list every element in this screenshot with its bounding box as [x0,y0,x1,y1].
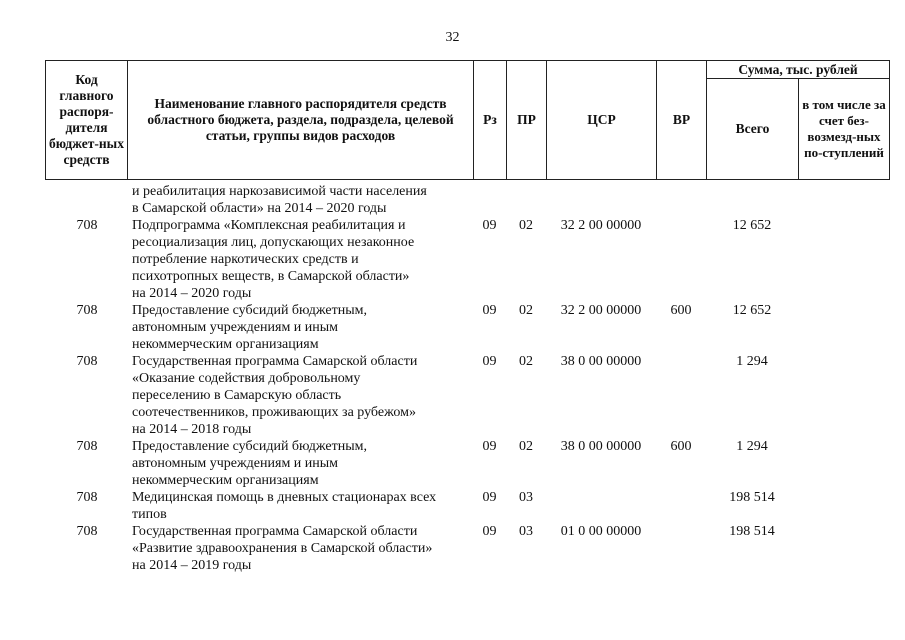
header-csr: ЦСР [547,61,657,180]
cell-pr: 03 [519,490,533,505]
cell-pr: 02 [519,439,533,454]
header-summa: Сумма, тыс. рублей [707,61,890,79]
cell-rz: 09 [482,439,497,454]
cell-total: 198 514 [729,490,775,505]
cell-name: Подпрограмма «Комплексная реабилитация и ресоциализация лиц, допускающих незаконное потребление наркотических средств и психотропных веществ, в Самарской области» на 2014 – 2020 годы [132,218,415,301]
cell-total: 12 652 [732,303,772,318]
cell-vr: 600 [670,303,692,318]
cell-name: и реабилитация наркозависимой части населения в Самарской области» на 2014 – 2020 годы [132,184,427,216]
cell-kod: 708 [76,218,98,233]
cell-csr: 32 2 00 00000 [560,218,642,233]
header-name: Наименование главного распорядителя средств областного бюджета, раздела, подраздела, целевой статьи, группы видов расходов [128,61,474,180]
page-number: 32 [445,30,460,45]
table-row [0,183,905,217]
cell-rz: 09 [482,218,497,233]
cell-rz: 09 [482,354,497,369]
cell-kod: 708 [76,439,98,454]
table-row [0,438,905,489]
cell-name: Предоставление субсидий бюджетным, автономным учреждениям и иным некоммерческим организациям [132,303,368,352]
cell-kod: 708 [76,354,98,369]
cell-pr: 03 [519,524,533,539]
cell-total: 1 294 [736,354,768,369]
cell-rz: 09 [482,490,497,505]
header-pr: ПР [507,61,547,180]
cell-name: Предоставление субсидий бюджетным, автономным учреждениям и иным некоммерческим организациям [132,439,368,488]
cell-kod: 708 [76,490,98,505]
table-row [0,353,905,438]
table-row [0,217,905,302]
header-vr: ВР [657,61,707,180]
header-vtom: в том числе за счет без-возмезд-ных по-ступлений [799,79,890,180]
cell-rz: 09 [482,524,497,539]
table-row [0,302,905,353]
cell-total: 1 294 [736,439,768,454]
cell-name: Государственная программа Самарской области «Оказание содействия добровольному переселению в Самарскую область соотечественников, проживающих за рубежом» на 2014 – 2018 годы [132,354,418,437]
cell-kod: 708 [76,524,98,539]
table-body [0,183,905,574]
cell-csr: 32 2 00 00000 [560,303,642,318]
header-kod: Код главного распоря-дителя бюджет-ных средств [46,61,128,180]
cell-pr: 02 [519,218,533,233]
cell-pr: 02 [519,354,533,369]
cell-total: 12 652 [732,218,772,233]
cell-csr: 01 0 00 00000 [560,524,642,539]
cell-vr: 600 [670,439,692,454]
cell-csr: 38 0 00 00000 [560,439,642,454]
cell-name: Медицинская помощь в дневных стационарах всех типов [132,490,437,522]
header-vsego: Всего [707,79,799,180]
cell-pr: 02 [519,303,533,318]
table-row [0,489,905,523]
cell-kod: 708 [76,303,98,318]
cell-name: Государственная программа Самарской области «Развитие здравоохранения в Самарской области» на 2014 – 2019 годы [132,524,433,573]
header-rz: Рз [474,61,507,180]
cell-rz: 09 [482,303,497,318]
table-row [0,523,905,574]
cell-total: 198 514 [729,524,775,539]
cell-csr: 38 0 00 00000 [560,354,642,369]
table-header [45,60,890,180]
